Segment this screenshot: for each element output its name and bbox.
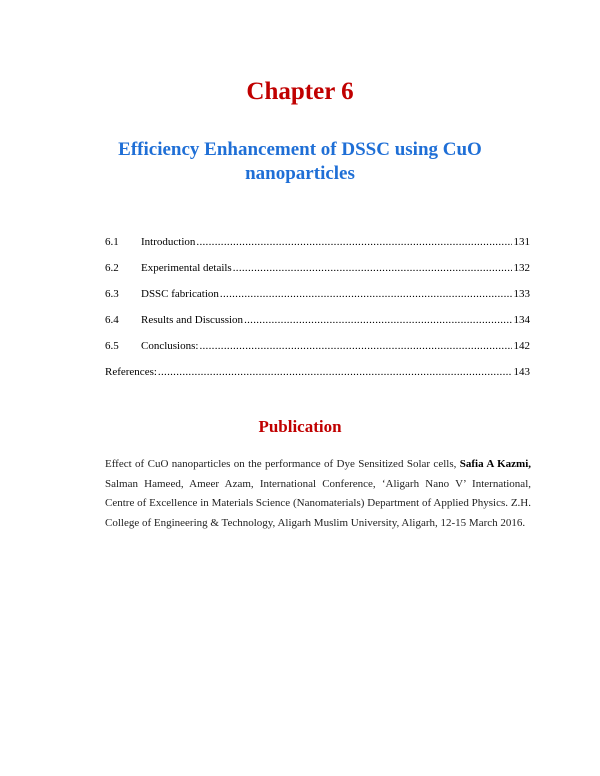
toc-leader: [158, 366, 512, 378]
toc-title: Experimental details: [141, 262, 232, 274]
toc-page: 134: [513, 314, 530, 326]
toc-number: 6.4: [105, 314, 119, 326]
publication-title: Effect of CuO nanoparticles on the performance of Dye Sensitized Solar cells,: [105, 458, 457, 470]
toc-number: 6.5: [105, 340, 119, 352]
toc-title: Conclusions:: [141, 340, 199, 352]
toc-title: References:: [105, 366, 157, 378]
publication-details: Salman Hameed, Ameer Azam, International Conference, ‘Aligarh Nano V’ International, Centre of Excellence in Materials Science (Nanomaterials) Department of Applied Physics. Z.H. College of Engineering & Technology, Aligarh Muslim University, Aligarh, 12-15 March 2016.: [105, 477, 531, 529]
toc-entry[interactable]: [105, 288, 530, 314]
publication-author: Safia A Kazmi,: [459, 458, 531, 470]
toc-number: 6.1: [105, 236, 119, 248]
toc-page: 132: [513, 262, 530, 274]
toc-leader: [196, 236, 511, 248]
publication-text: [105, 455, 531, 533]
chapter-title: Chapter 6: [246, 78, 354, 105]
table-of-contents: [105, 236, 530, 392]
toc-leader: [199, 340, 511, 352]
toc-leader: [244, 314, 511, 326]
toc-page: 142: [513, 340, 530, 352]
chapter-subtitle: Efficiency Enhancement of DSSC using CuO nanoparticles: [118, 139, 482, 184]
toc-page: 131: [513, 236, 530, 248]
toc-number: 6.3: [105, 288, 119, 300]
toc-title: Introduction: [141, 236, 196, 248]
toc-title: Results and Discussion: [141, 314, 244, 326]
toc-title: DSSC fabrication: [141, 288, 219, 300]
toc-page: 143: [513, 366, 530, 378]
toc-leader: [220, 288, 512, 300]
toc-entry[interactable]: [105, 262, 530, 288]
toc-number: 6.2: [105, 262, 119, 274]
toc-leader: [233, 262, 512, 274]
toc-entry[interactable]: [105, 340, 530, 366]
publication-heading: Publication: [258, 417, 342, 436]
toc-entry[interactable]: [105, 236, 530, 262]
toc-page: 133: [513, 288, 530, 300]
toc-entry-references[interactable]: [105, 366, 530, 392]
toc-entry[interactable]: [105, 314, 530, 340]
